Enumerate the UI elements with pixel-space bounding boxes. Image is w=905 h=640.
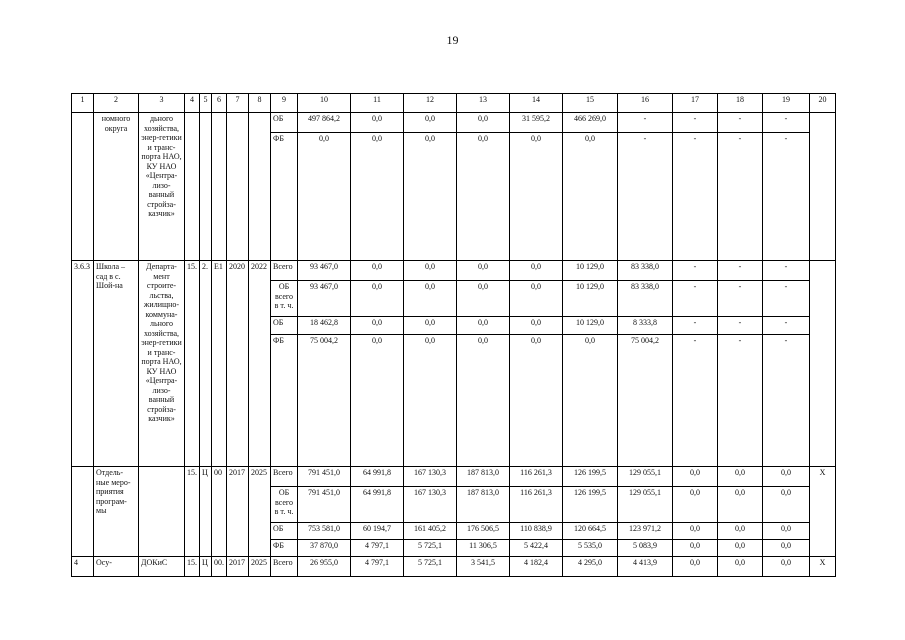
cell-value: 0,0 <box>404 261 457 281</box>
cell-value: 75 004,2 <box>298 335 351 467</box>
cell-note: Х <box>810 557 836 577</box>
cell-source: ФБ <box>271 540 298 557</box>
cell-value: - <box>718 335 763 467</box>
cell-source: Всего <box>271 261 298 281</box>
cell-value: 0,0 <box>404 335 457 467</box>
cell-note: Х <box>810 467 836 557</box>
cell-year-start: 2017 <box>227 467 249 557</box>
cell-value: 10 129,0 <box>563 317 618 335</box>
table-row <box>72 113 836 133</box>
header-cell: 12 <box>404 94 457 113</box>
cell-value: 129 055,1 <box>618 487 673 523</box>
cell-value: 4 413,9 <box>618 557 673 577</box>
header-cell: 4 <box>185 94 200 113</box>
cell-year-end: 2025 <box>249 467 271 557</box>
cell-value: 0,0 <box>718 540 763 557</box>
cell-value: 0,0 <box>763 487 810 523</box>
cell-value: 0,0 <box>457 261 510 281</box>
cell-value: 126 199,5 <box>563 487 618 523</box>
header-cell: 11 <box>351 94 404 113</box>
cell-value: 93 467,0 <box>298 261 351 281</box>
cell-code <box>200 113 212 261</box>
cell-value: 466 269,0 <box>563 113 618 133</box>
page-number: 19 <box>446 33 459 47</box>
cell-value: 83 338,0 <box>618 281 673 317</box>
table-row <box>72 557 836 577</box>
cell-value: 0,0 <box>457 281 510 317</box>
cell-value: - <box>763 113 810 133</box>
cell-source: ФБ <box>271 133 298 261</box>
cell-value: 64 991,8 <box>351 487 404 523</box>
cell-code: Е1 <box>212 261 227 467</box>
cell-value: 0,0 <box>351 133 404 261</box>
cell-value: 5 725,1 <box>404 540 457 557</box>
cell-year-start <box>227 113 249 261</box>
cell-value: 5 083,9 <box>618 540 673 557</box>
cell-value: 10 129,0 <box>563 261 618 281</box>
cell-value: 5 725,1 <box>404 557 457 577</box>
cell-source: ОБ <box>271 317 298 335</box>
cell-value: 0,0 <box>510 261 563 281</box>
cell-value: 5 535,0 <box>563 540 618 557</box>
header-cell: 6 <box>212 94 227 113</box>
cell-value: 93 467,0 <box>298 281 351 317</box>
cell-year-end: 2025 <box>249 557 271 577</box>
cell-code <box>185 113 200 261</box>
cell-code: 00. <box>212 557 227 577</box>
cell-value: 4 295,0 <box>563 557 618 577</box>
cell-value: 791 451,0 <box>298 467 351 487</box>
cell-year-start: 2020 <box>227 261 249 467</box>
cell-value: 18 462,8 <box>298 317 351 335</box>
cell-value: 31 595,2 <box>510 113 563 133</box>
header-cell: 16 <box>618 94 673 113</box>
cell-value: 37 870,0 <box>298 540 351 557</box>
cell-code: 00 <box>212 467 227 557</box>
cell-value: 0,0 <box>351 261 404 281</box>
header-cell: 2 <box>94 94 139 113</box>
cell-year-start: 2017 <box>227 557 249 577</box>
header-cell: 20 <box>810 94 836 113</box>
budget-table <box>71 93 836 577</box>
cell-name: Школа – сад в с. Шой-на <box>94 261 139 467</box>
cell-value: 0,0 <box>563 335 618 467</box>
cell-value: - <box>763 133 810 261</box>
cell-value: 83 338,0 <box>618 261 673 281</box>
cell-year-end: 2022 <box>249 261 271 467</box>
cell-value: 0,0 <box>351 281 404 317</box>
table-row <box>72 261 836 281</box>
cell-value: 0,0 <box>351 317 404 335</box>
cell-value: 791 451,0 <box>298 487 351 523</box>
cell-value: - <box>618 133 673 261</box>
cell-executor: Департа-мент строите-льства, жилищно-коммуна-льного хозяйства, энер-гетики и транс-порта НАО, КУ НАО «Центра-лизо-ванный стройза-казчик» <box>139 261 185 467</box>
cell-value: - <box>763 335 810 467</box>
cell-value: 0,0 <box>510 335 563 467</box>
cell-value: 8 333,8 <box>618 317 673 335</box>
cell-value: 4 797,1 <box>351 557 404 577</box>
cell-value: 0,0 <box>510 281 563 317</box>
cell-code: 15. <box>185 261 200 467</box>
cell-source: Всего <box>271 557 298 577</box>
cell-value: - <box>673 335 718 467</box>
header-cell: 7 <box>227 94 249 113</box>
cell-name: Осу- <box>94 557 139 577</box>
cell-executor: дьного хозяйства, энер-гетики и транс-порта НАО, КУ НАО «Центра-лизо-ванный стройза-казчик» <box>139 113 185 261</box>
cell-value: 167 130,3 <box>404 487 457 523</box>
cell-value: 11 306,5 <box>457 540 510 557</box>
cell-value: 5 422,4 <box>510 540 563 557</box>
header-cell: 13 <box>457 94 510 113</box>
cell-value: 0,0 <box>763 523 810 540</box>
cell-value: 116 261,3 <box>510 487 563 523</box>
cell-value: 0,0 <box>718 557 763 577</box>
cell-value: 167 130,3 <box>404 467 457 487</box>
cell-value: 497 864,2 <box>298 113 351 133</box>
cell-value: 0,0 <box>457 317 510 335</box>
cell-source: ОБ <box>271 523 298 540</box>
cell-name: Отдель-ные меро-приятия програм-мы <box>94 467 139 557</box>
cell-number: 4 <box>72 557 94 577</box>
cell-year-end <box>249 113 271 261</box>
cell-number <box>72 113 94 261</box>
header-cell: 14 <box>510 94 563 113</box>
cell-value: - <box>763 317 810 335</box>
header-cell: 9 <box>271 94 298 113</box>
cell-value: - <box>763 281 810 317</box>
cell-value: - <box>718 281 763 317</box>
cell-code: 2. <box>200 261 212 467</box>
cell-value: 110 838,9 <box>510 523 563 540</box>
cell-value: 0,0 <box>298 133 351 261</box>
cell-value: - <box>673 133 718 261</box>
cell-value: 116 261,3 <box>510 467 563 487</box>
cell-source: ОБ всего в т. ч. <box>271 487 298 523</box>
cell-value: 64 991,8 <box>351 467 404 487</box>
cell-code: Ц <box>200 467 212 557</box>
cell-value: 0,0 <box>510 133 563 261</box>
cell-source: ОБ <box>271 113 298 133</box>
cell-value: 0,0 <box>351 113 404 133</box>
cell-number <box>72 467 94 557</box>
cell-value: 0,0 <box>718 523 763 540</box>
cell-value: - <box>673 281 718 317</box>
cell-value: 161 405,2 <box>404 523 457 540</box>
cell-value: 176 506,5 <box>457 523 510 540</box>
cell-value: - <box>618 113 673 133</box>
cell-value: 0,0 <box>673 467 718 487</box>
cell-value: 4 182,4 <box>510 557 563 577</box>
header-cell: 19 <box>763 94 810 113</box>
cell-value: 0,0 <box>457 133 510 261</box>
cell-value: 0,0 <box>457 113 510 133</box>
cell-value: 129 055,1 <box>618 467 673 487</box>
header-cell: 17 <box>673 94 718 113</box>
cell-note <box>810 113 836 261</box>
cell-value: 26 955,0 <box>298 557 351 577</box>
cell-code: 15. <box>185 557 200 577</box>
cell-value: 120 664,5 <box>563 523 618 540</box>
cell-value: 0,0 <box>718 467 763 487</box>
cell-value: 0,0 <box>763 557 810 577</box>
cell-value: 753 581,0 <box>298 523 351 540</box>
cell-source: ФБ <box>271 335 298 467</box>
header-cell: 8 <box>249 94 271 113</box>
cell-value: 187 813,0 <box>457 487 510 523</box>
cell-executor <box>139 467 185 557</box>
cell-note <box>810 261 836 467</box>
header-cell: 15 <box>563 94 618 113</box>
header-cell: 18 <box>718 94 763 113</box>
cell-value: 123 971,2 <box>618 523 673 540</box>
cell-value: 3 541,5 <box>457 557 510 577</box>
cell-number: 3.6.3 <box>72 261 94 467</box>
cell-value: - <box>763 261 810 281</box>
cell-value: - <box>718 317 763 335</box>
cell-value: - <box>673 317 718 335</box>
cell-value: 4 797,1 <box>351 540 404 557</box>
cell-value: 0,0 <box>510 317 563 335</box>
cell-value: 0,0 <box>351 335 404 467</box>
cell-value: 0,0 <box>404 133 457 261</box>
cell-code <box>212 113 227 261</box>
cell-value: 0,0 <box>673 487 718 523</box>
table-row <box>72 467 836 487</box>
header-row <box>72 94 836 113</box>
header-cell: 5 <box>200 94 212 113</box>
cell-executor: ДОКиС <box>139 557 185 577</box>
cell-value: 0,0 <box>673 523 718 540</box>
cell-value: 0,0 <box>404 317 457 335</box>
cell-code: 15. <box>185 467 200 557</box>
cell-value: 0,0 <box>673 540 718 557</box>
cell-source: Всего <box>271 467 298 487</box>
cell-value: - <box>718 133 763 261</box>
header-cell: 1 <box>72 94 94 113</box>
cell-value: 0,0 <box>563 133 618 261</box>
cell-value: 0,0 <box>673 557 718 577</box>
header-cell: 3 <box>139 94 185 113</box>
cell-name: номного округа <box>94 113 139 261</box>
cell-value: 0,0 <box>763 467 810 487</box>
cell-code: Ц <box>200 557 212 577</box>
cell-value: 0,0 <box>457 335 510 467</box>
cell-value: 187 813,0 <box>457 467 510 487</box>
cell-source: ОБ всего в т. ч. <box>271 281 298 317</box>
cell-value: - <box>718 261 763 281</box>
cell-value: 0,0 <box>763 540 810 557</box>
cell-value: 0,0 <box>404 113 457 133</box>
cell-value: 0,0 <box>404 281 457 317</box>
cell-value: 10 129,0 <box>563 281 618 317</box>
cell-value: 75 004,2 <box>618 335 673 467</box>
cell-value: - <box>673 261 718 281</box>
header-cell: 10 <box>298 94 351 113</box>
cell-value: 0,0 <box>718 487 763 523</box>
cell-value: - <box>673 113 718 133</box>
cell-value: 126 199,5 <box>563 467 618 487</box>
cell-value: - <box>718 113 763 133</box>
cell-value: 60 194,7 <box>351 523 404 540</box>
